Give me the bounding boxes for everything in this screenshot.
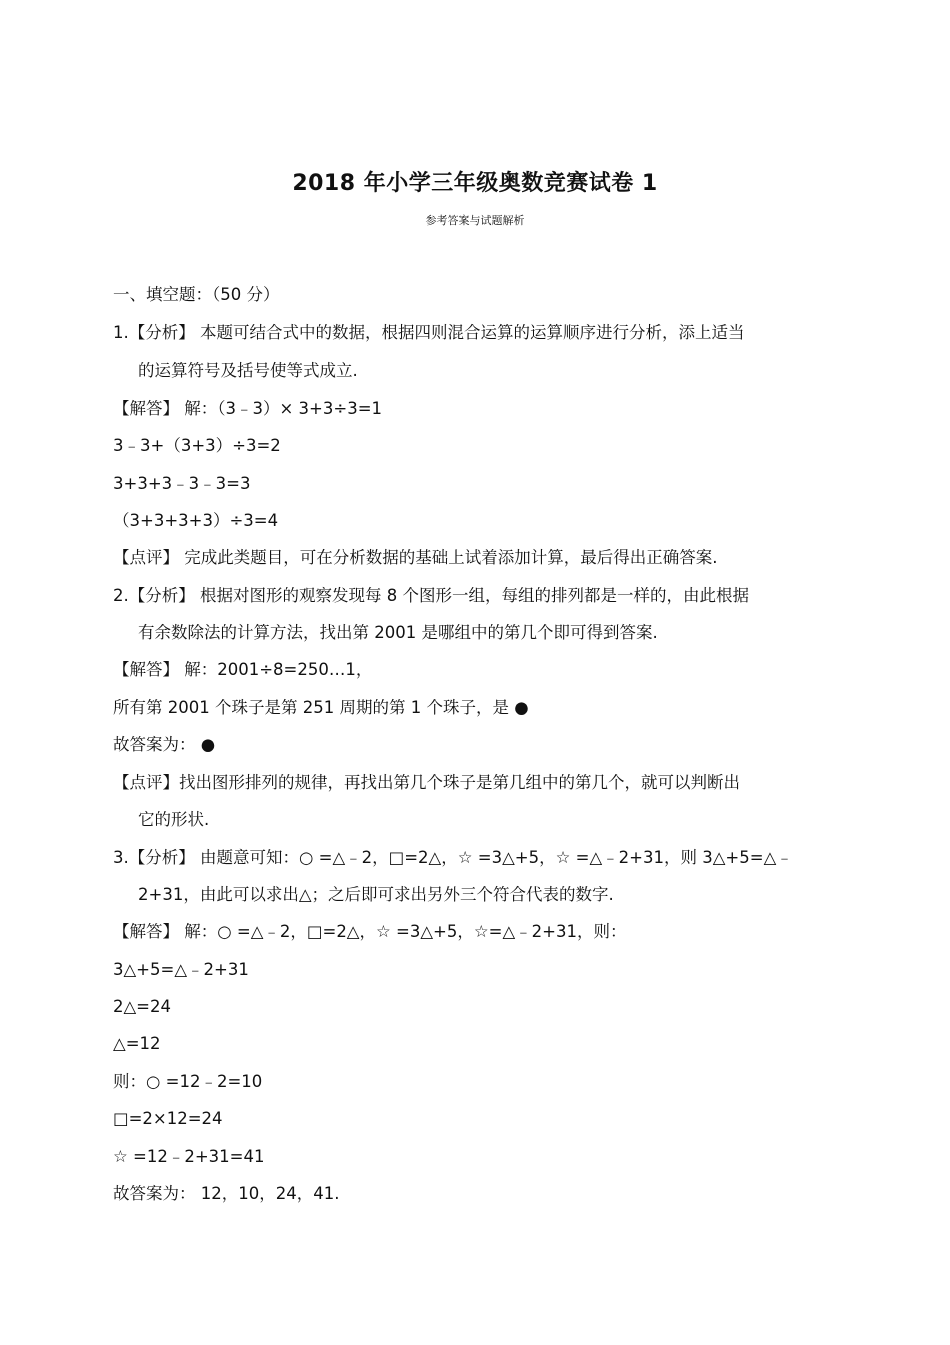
section-heading: 一、填空题：（50 分） [113,285,280,304]
q3-analysis-cont: 2+31，由此可以求出△；之后即可求出另外三个符合代表的数字. [138,885,614,904]
page-subtitle: 参考答案与试题解析 [425,214,525,227]
q3-step1: 3△+5=△﹣2+31 [113,960,249,979]
q1-analysis: 1.【分析】 本题可结合式中的数据，根据四则混合运算的运算顺序进行分析，添上适当 [113,323,745,342]
q3-step6: ☆ =12﹣2+31=41 [113,1147,265,1166]
q3-answer: 【解答】 解：○ =△﹣2，□=2△，☆ =3△+5，☆=△﹣2+31，则： [113,922,627,941]
q1-comment: 【点评】 完成此类题目，可在分析数据的基础上试着添加计算，最后得出正确答案. [113,548,718,567]
q2-answer: 【解答】 解：2001÷8=250…1， [113,660,373,679]
q1-eq3: 3+3+3﹣3﹣3=3 [113,474,251,493]
q2-analysis-cont: 有余数除法的计算方法，找出第 2001 是哪组中的第几个即可得到答案. [138,623,658,642]
q2-comment: 【点评】找出图形排列的规律，再找出第几个珠子是第几组中的第几个，就可以判断出 [113,773,740,792]
q1-analysis-cont: 的运算符号及括号使等式成立. [138,361,358,380]
q2-comment-cont: 它的形状. [138,810,210,829]
q3-step4: 则：○ =12﹣2=10 [113,1072,263,1091]
q2-final: 故答案为： ● [113,735,216,754]
q3-step3: △=12 [113,1034,161,1053]
q3-final: 故答案为： 12，10，24，41. [113,1184,340,1203]
q3-step5: □=2×12=24 [113,1109,223,1128]
q1-answer: 【解答】 解：（3﹣3）× 3+3÷3=1 [113,399,383,418]
q2-analysis: 2.【分析】 根据对图形的观察发现每 8 个图形一组，每组的排列都是一样的，由此根据 [113,586,749,605]
q2-answer-line2: 所有第 2001 个珠子是第 251 周期的第 1 个珠子，是 ● [113,698,529,717]
q1-eq2: 3﹣3+（3+3）÷3=2 [113,436,281,455]
q3-step2: 2△=24 [113,997,172,1016]
q1-eq4: （3+3+3+3）÷3=4 [113,511,279,530]
q3-analysis: 3.【分析】 由题意可知：○ =△﹣2，□=2△，☆ =3△+5，☆ =△﹣2+31，则 3△+5=△﹣ [113,848,793,867]
page-title: 2018 年小学三年级奥数竞赛试卷 1 [292,171,658,196]
